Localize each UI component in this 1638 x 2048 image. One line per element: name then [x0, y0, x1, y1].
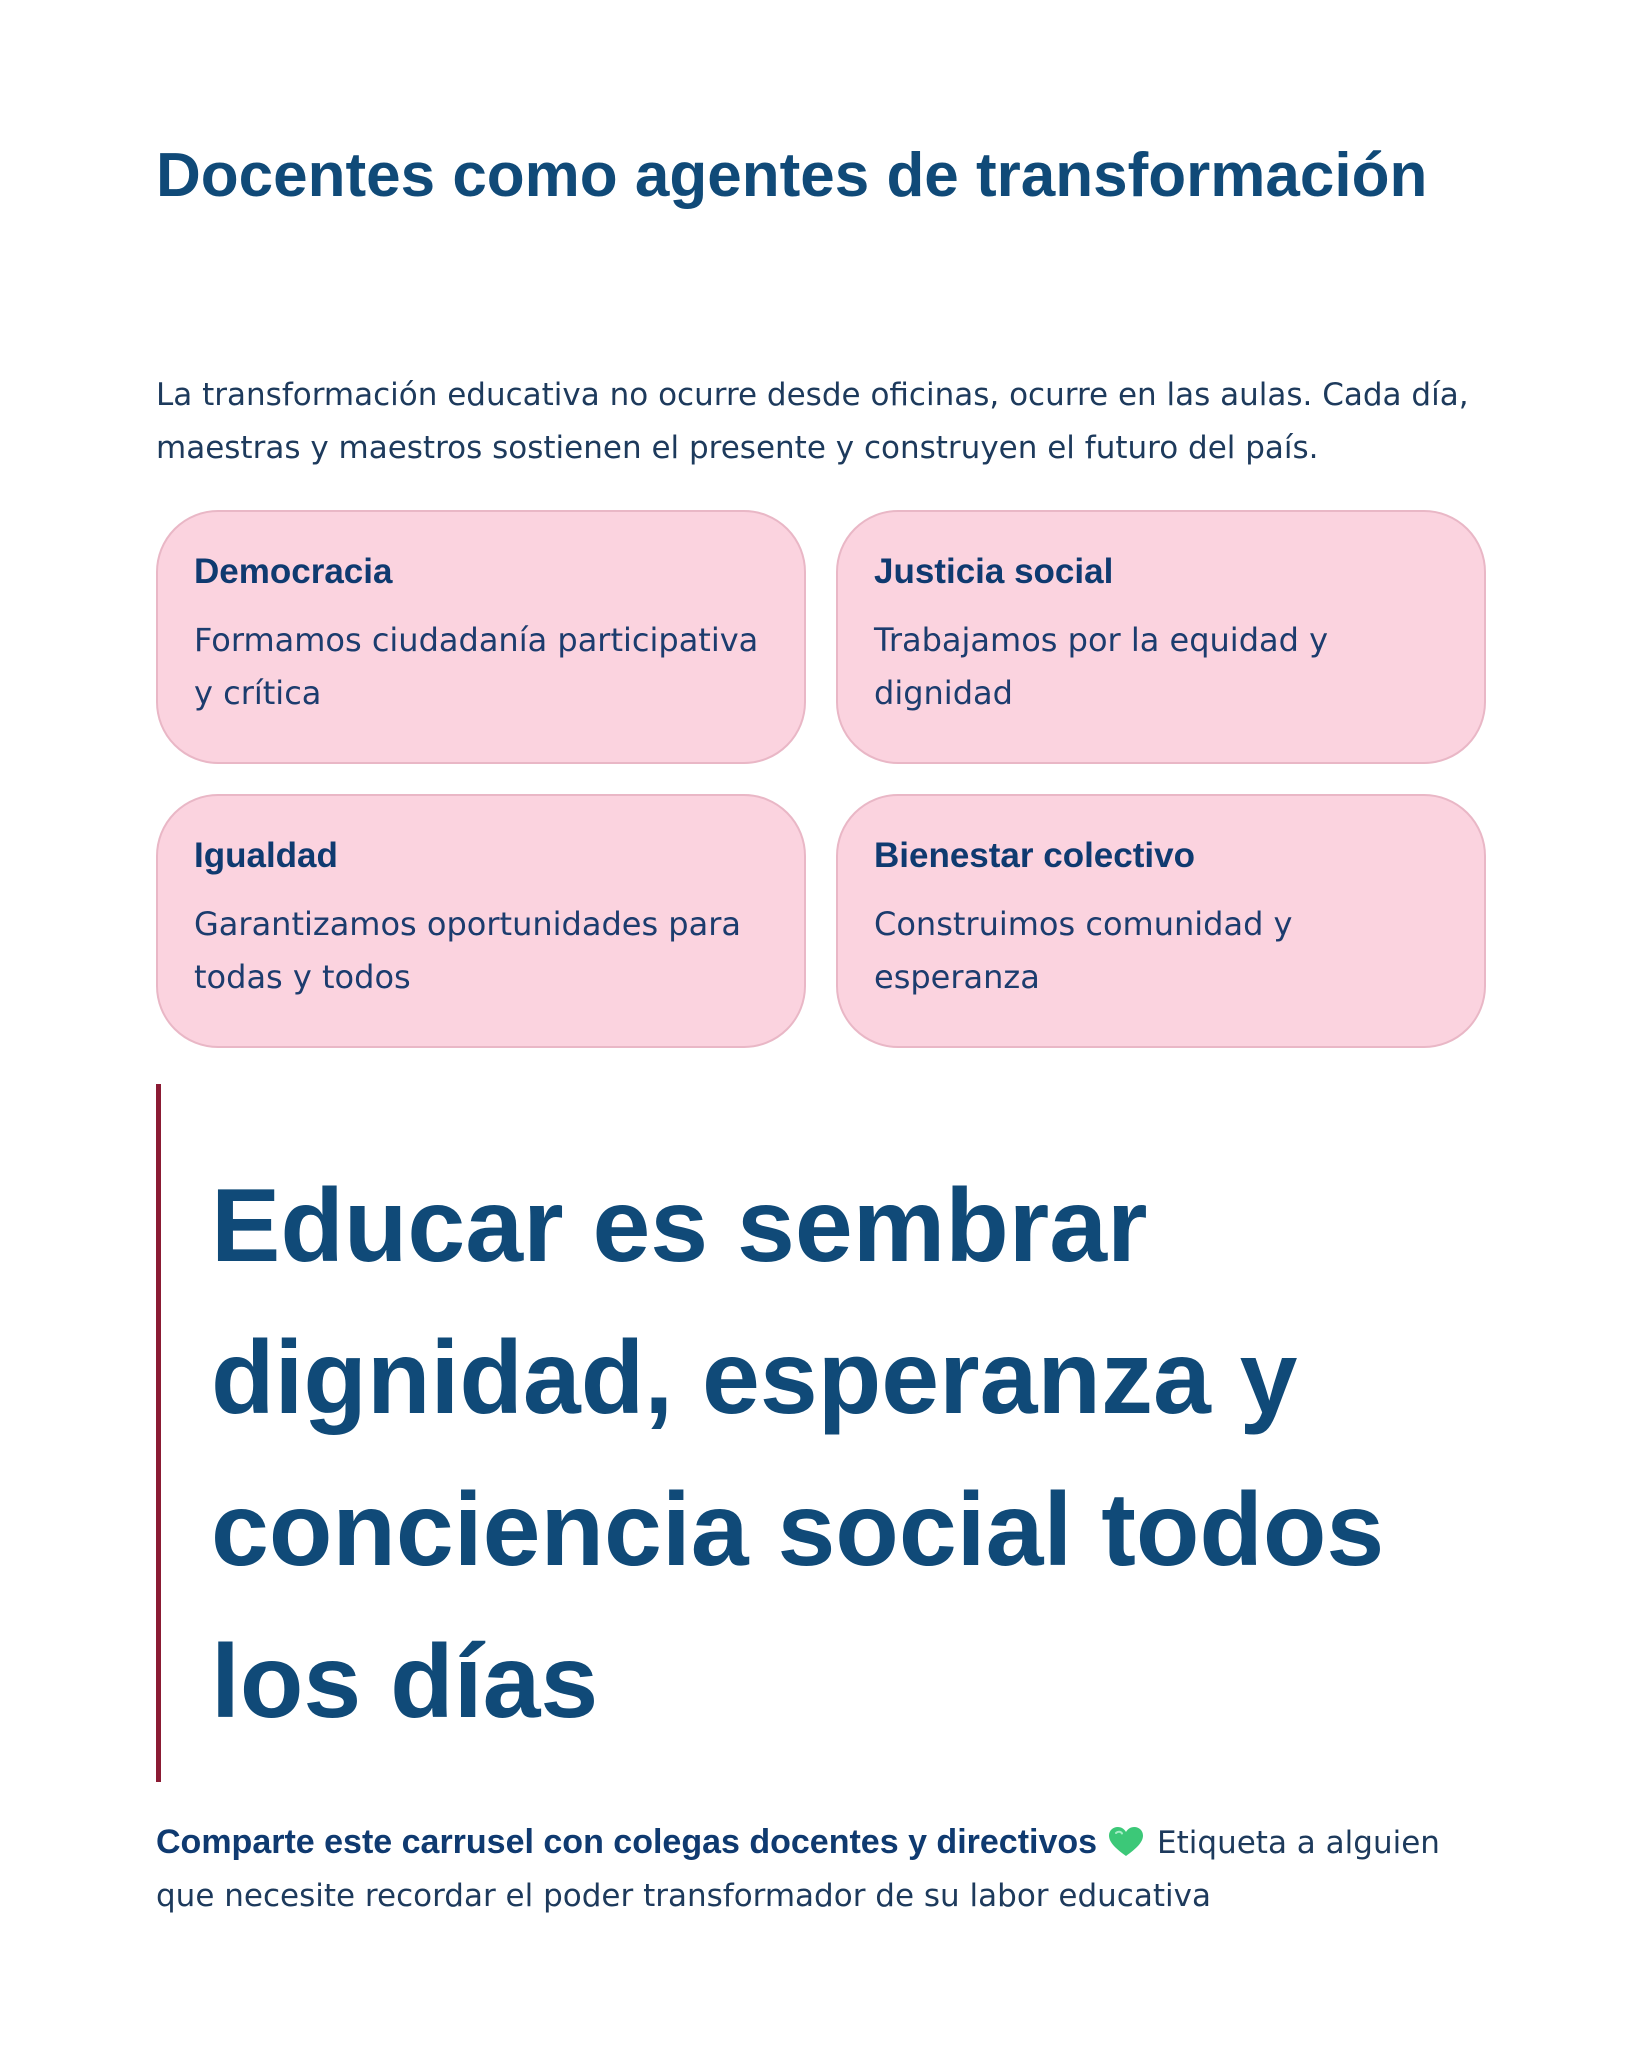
footer-text [156, 1816, 1486, 1923]
intro-paragraph: La transformación educativa no ocurre desde oficinas, ocurre en las aulas. Cada día, maestras y maestros sostienen el presente y construyen el futuro del país. [156, 377, 1469, 466]
card-title: Igualdad [194, 836, 338, 875]
card-igualdad [156, 794, 806, 1048]
page-title: Docentes como agentes de transformación [156, 141, 1428, 210]
card-text: Garantizamos oportunidades para todas y todos [194, 905, 741, 996]
footer-rest: Etiqueta a alguien que necesite recordar el poder transformador de su labor educativa [156, 1825, 1440, 1914]
footer-call-to-action: Comparte este carrusel con colegas docentes y directivos [156, 1823, 1098, 1861]
card-title: Democracia [194, 552, 393, 591]
card-text: Construimos comunidad y esperanza [874, 905, 1293, 996]
card-democracia [156, 510, 806, 764]
card-bienestar-colectivo [836, 794, 1486, 1048]
card-text: Trabajamos por la equidad y dignidad [874, 621, 1329, 712]
quote-block [156, 1084, 1486, 1782]
card-text: Formamos ciudadanía participativa y crítica [194, 621, 759, 712]
green-heart-icon [1109, 1827, 1143, 1857]
card-title: Justicia social [874, 552, 1114, 591]
card-justicia-social [836, 510, 1486, 764]
quote-text: Educar es sembrar dignidad, esperanza y conciencia social todos los días [211, 1168, 1385, 1740]
values-grid [156, 510, 1486, 1048]
card-title: Bienestar colectivo [874, 836, 1195, 875]
